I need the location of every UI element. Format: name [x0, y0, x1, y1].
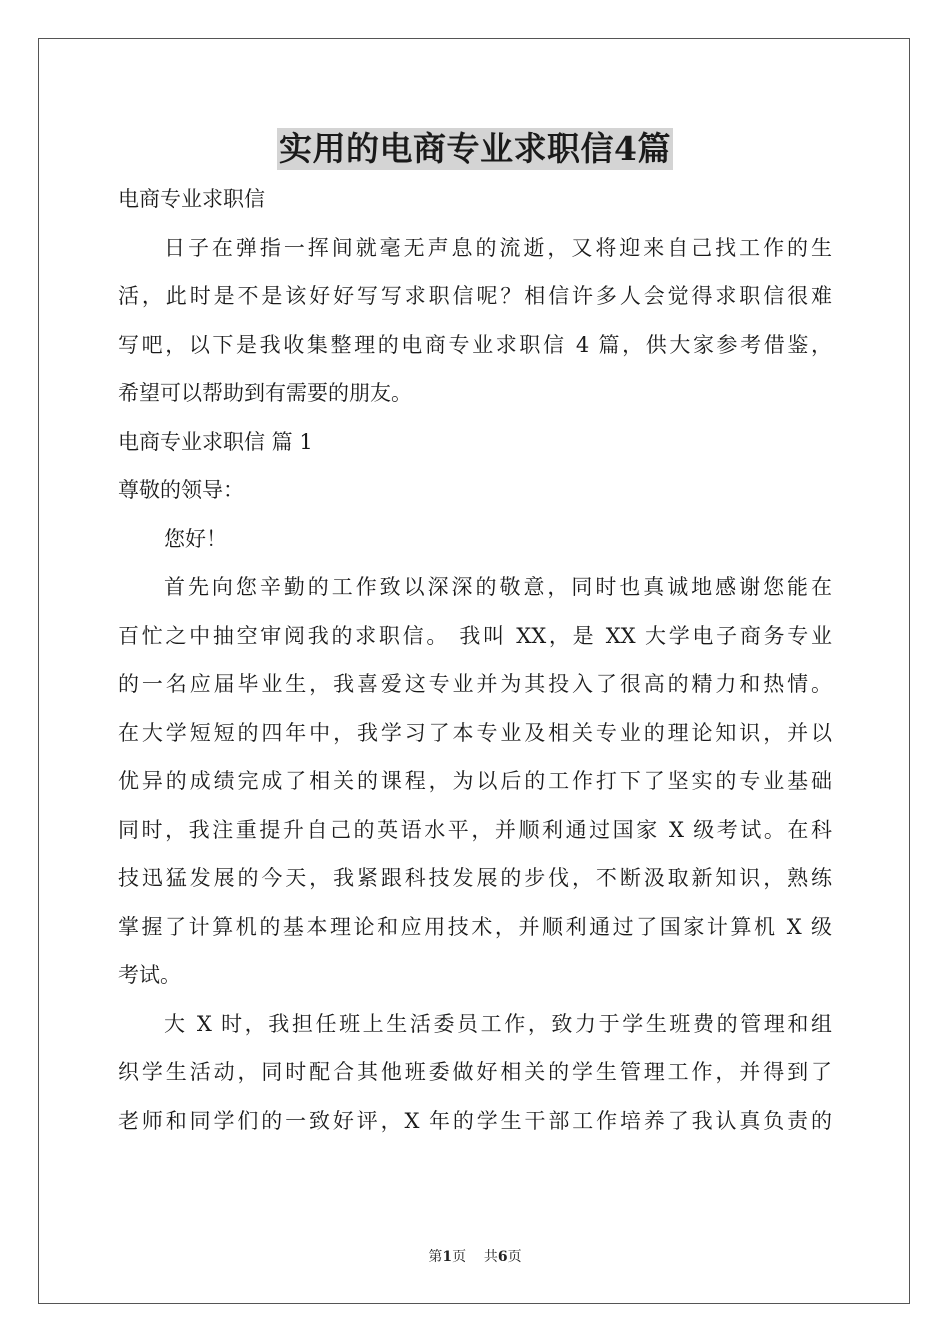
- text-line: 尊敬的领导：: [118, 478, 244, 502]
- text-line: 老师和同学们的一致好评，X 年的学生干部工作培养了我认真负责的: [118, 1108, 832, 1133]
- text-line: 希望可以帮助到有需要的朋友。: [118, 381, 412, 405]
- title-block: [0, 128, 950, 170]
- text-line: 电商专业求职信 篇 1: [118, 429, 313, 454]
- document-body: [118, 178, 832, 1148]
- text-line: 日子在弹指一挥间就毫无声息的流逝，又将迎来自己找工作的生: [164, 235, 832, 260]
- text-line: 的一名应届毕业生，我喜爱这专业并为其投入了很高的精力和热情。: [118, 672, 832, 696]
- text-line: 优异的成绩完成了相关的课程，为以后的工作打下了坚实的专业基础: [118, 769, 832, 793]
- text-line: 考试。: [118, 963, 181, 987]
- text-line: 活，此时是不是该好好写写求职信呢？相信许多人会觉得求职信很难: [118, 284, 832, 308]
- text-line: 在大学短短的四年中，我学习了本专业及相关专业的理论知识，并以: [118, 720, 832, 745]
- total-prefix: 共: [483, 1249, 498, 1265]
- text-line: 您好！: [164, 526, 227, 551]
- page-footer: [0, 1246, 950, 1266]
- text-line: 织学生活动，同时配合其他班委做好相关的学生管理工作，并得到了: [118, 1060, 832, 1084]
- total-pages: 6: [497, 1249, 508, 1265]
- page-suffix: 页: [452, 1249, 467, 1265]
- text-line: 电商专业求职信: [118, 187, 265, 211]
- text-line: 写吧，以下是我收集整理的电商专业求职信 4 篇，供大家参考借鉴，: [118, 332, 832, 357]
- text-line: 首先向您辛勤的工作致以深深的敬意，同时也真诚地感谢您能在: [164, 575, 832, 599]
- page-prefix: 第: [428, 1249, 443, 1265]
- text-line: 大 X 时，我担任班上生活委员工作，致力于学生班费的管理和组: [164, 1011, 832, 1036]
- text-line: 同时，我注重提升自己的英语水平，并顺利通过国家 X 级考试。在科: [118, 817, 832, 842]
- text-line: 技迅猛发展的今天，我紧跟科技发展的步伐，不断汲取新知识，熟练: [118, 866, 832, 890]
- text-line: 百忙之中抽空审阅我的求职信。 我叫 XX，是 XX 大学电子商务专业: [118, 623, 832, 648]
- text-line: 掌握了计算机的基本理论和应用技术，并顺利通过了国家计算机 X 级: [118, 914, 832, 939]
- document-title: 实用的电商专业求职信4篇: [279, 129, 671, 168]
- page-number: 1: [442, 1249, 453, 1265]
- total-suffix: 页: [507, 1249, 522, 1265]
